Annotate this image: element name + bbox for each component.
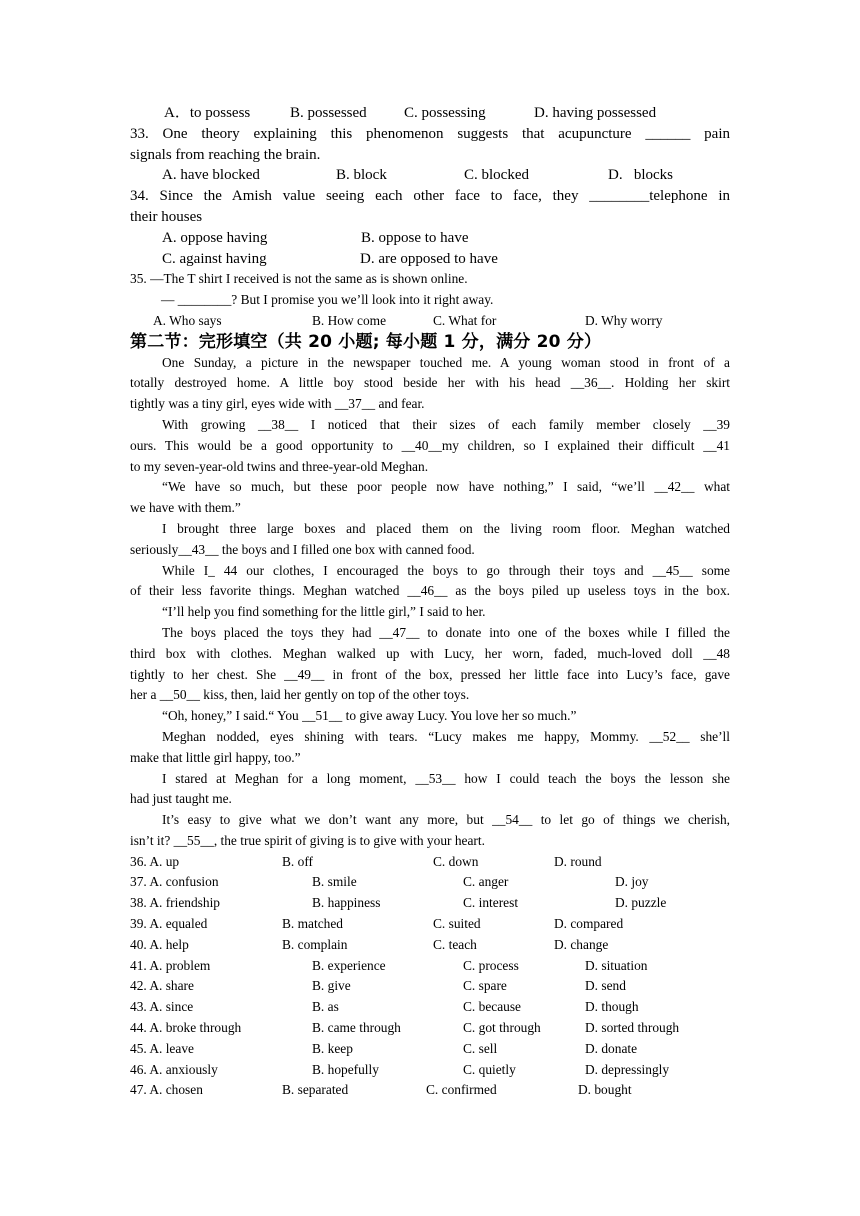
q34-stem-line2: their houses <box>130 208 203 225</box>
passage-line: make that little girl happy, too.” <box>130 749 301 765</box>
passage-line: we have with them.” <box>130 500 241 516</box>
answer-option-a: 46. A. anxiously <box>130 1061 218 1077</box>
q33-stem-line1: 33. One theory explaining this phenomenon suggests that acupuncture ______ pain <box>130 125 730 142</box>
answer-row <box>130 1018 730 1039</box>
q33-options <box>130 165 730 186</box>
passage-line: to my seven-year-old twins and three-year-old Meghan. <box>130 458 429 474</box>
q32-option-d: D. having possessed <box>534 105 657 121</box>
passage-line: ours. This would be a good opportunity to __40__my children, so I explained their difficult __41 <box>130 437 730 453</box>
answer-option-b: B. separated <box>282 1082 349 1098</box>
answer-option-b: B. keep <box>312 1040 353 1056</box>
q32-option-b: B. possessed <box>290 105 367 121</box>
q33-option-b: B. block <box>336 167 387 184</box>
answer-option-c: C. suited <box>433 916 481 932</box>
passage-line: One Sunday, a picture in the newspaper touched me. A young woman stood in front of a <box>162 354 730 370</box>
q34-option-b: B. oppose to have <box>361 229 469 246</box>
cloze-answer-options <box>130 852 730 1102</box>
answer-option-a: 38. A. friendship <box>130 895 221 911</box>
answer-option-a: 42. A. share <box>130 978 194 994</box>
answer-row <box>130 976 730 997</box>
answer-option-b: B. complain <box>282 936 348 952</box>
q34-option-c: C. against having <box>162 250 267 267</box>
passage-line: “We have so much, but these poor people now have nothing,” I said, “we’ll __42__ what <box>162 479 730 495</box>
exam-page <box>130 103 730 1101</box>
answer-option-c: C. quietly <box>463 1061 516 1077</box>
answer-option-a: 40. A. help <box>130 936 189 952</box>
answer-row <box>130 935 730 956</box>
answer-option-b: B. matched <box>282 916 343 932</box>
answer-option-b: B. give <box>312 978 351 994</box>
passage-line: With growing __38__ I noticed that their sizes of each family member closely __39 <box>162 416 730 432</box>
passage-line: of their less favorite things. Meghan watched __46__ as the boys piled up useless toys in the box. <box>130 583 730 599</box>
answer-option-a: 39. A. equaled <box>130 916 208 932</box>
q33-option-d: D. blocks <box>608 167 673 184</box>
passage-line: had just taught me. <box>130 791 232 807</box>
answer-option-a: 44. A. broke through <box>130 1020 242 1036</box>
passage-line: I brought three large boxes and placed them on the living room floor. Meghan watched <box>162 520 730 536</box>
q35-stem-line2: — ________? But I promise you we’ll look into it right away. <box>161 292 494 308</box>
q33-option-c: C. blocked <box>464 167 529 184</box>
answer-option-b: B. happiness <box>312 895 381 911</box>
answer-option-a: 36. A. up <box>130 853 180 869</box>
passage-line: “I’ll help you find something for the little girl,” I said to her. <box>162 604 486 620</box>
passage-line: seriously__43__ the boys and I filled one box with canned food. <box>130 541 475 557</box>
answer-option-c: C. sell <box>463 1040 498 1056</box>
answer-option-b: B. smile <box>312 874 357 890</box>
answer-option-b: B. hopefully <box>312 1061 379 1077</box>
q35-option-d: D. Why worry <box>585 312 663 328</box>
passage-line: her a __50__ kiss, then, laid her gently on top of the other toys. <box>130 687 470 703</box>
answer-option-d: D. donate <box>585 1040 638 1056</box>
answer-row <box>130 872 730 893</box>
answer-option-c: C. interest <box>463 895 519 911</box>
answer-row <box>130 852 730 873</box>
answer-option-c: C. spare <box>463 978 507 994</box>
answer-option-d: D. sorted through <box>585 1020 680 1036</box>
q35-option-b: B. How come <box>312 312 387 328</box>
answer-option-d: D. situation <box>585 957 648 973</box>
passage-line: While I_ 44 our clothes, I encouraged the boys to go through their toys and __45__ some <box>162 562 730 578</box>
cloze-passage <box>130 353 730 852</box>
answer-option-b: B. as <box>312 999 339 1015</box>
passage-line: isn’t it? __55__, the true spirit of giving is to give with your heart. <box>130 832 485 848</box>
passage-line: tightly to her chest. She __49__ in front of the box, pressed her little face into Lucy’s face, gave <box>130 666 730 682</box>
answer-option-d: D. bought <box>578 1082 632 1098</box>
answer-row <box>130 1039 730 1060</box>
q34-options-row2 <box>130 249 730 270</box>
q35-option-a: A. Who says <box>153 312 222 328</box>
answer-option-b: B. experience <box>312 957 386 973</box>
passage-line: It’s easy to give what we don’t want any more, but __54__ to let go of things we cherish, <box>162 812 730 828</box>
answer-option-d: D. change <box>554 936 609 952</box>
passage-line: I stared at Meghan for a long moment, __53__ how I could teach the boys the lesson she <box>162 770 730 786</box>
q34-stem-line1: 34. Since the Amish value seeing each other face to face, they ________telephone in <box>130 188 730 205</box>
answer-option-d: D. depressingly <box>585 1061 670 1077</box>
answer-option-d: D. round <box>554 853 602 869</box>
q34-options-row1 <box>130 228 730 249</box>
q32-option-c: C. possessing <box>404 105 486 121</box>
q33-option-a: A. have blocked <box>162 167 260 184</box>
answer-option-b: B. off <box>282 853 313 869</box>
q34-option-a: A. oppose having <box>162 229 268 246</box>
answer-row <box>130 914 730 935</box>
section2-heading: 第二节：完形填空（共 20 小题; 每小题 1 分，满分 20 分） <box>130 331 602 352</box>
answer-row <box>130 1060 730 1081</box>
answer-option-c: C. confirmed <box>426 1082 497 1098</box>
answer-option-a: 47. A. chosen <box>130 1082 203 1098</box>
q35-options <box>130 311 730 332</box>
answer-option-d: D. joy <box>615 874 649 890</box>
answer-option-a: 37. A. confusion <box>130 874 219 890</box>
q35-stem-line1: 35. —The T shirt I received is not the same as is shown online. <box>130 271 468 287</box>
answer-option-a: 43. A. since <box>130 999 194 1015</box>
answer-row <box>130 893 730 914</box>
answer-option-a: 41. A. problem <box>130 957 211 973</box>
passage-line: Meghan nodded, eyes shining with tears. “Lucy makes me happy, Mommy. __52__ she’ll <box>162 728 730 744</box>
answer-option-c: C. anger <box>463 874 509 890</box>
answer-row <box>130 1080 730 1101</box>
passage-line: The boys placed the toys they had __47__ to donate into one of the boxes while I filled the <box>162 624 730 640</box>
q34-option-d: D. are opposed to have <box>360 250 498 267</box>
answer-option-d: D. though <box>585 999 639 1015</box>
passage-line: totally destroyed home. A little boy stood beside her with his head __36__. Holding her skirt <box>130 375 730 391</box>
q32-options <box>130 103 730 124</box>
passage-line: “Oh, honey,” I said.“ You __51__ to give away Lucy. You love her so much.” <box>162 708 577 724</box>
answer-option-d: D. send <box>585 978 626 994</box>
answer-option-a: 45. A. leave <box>130 1040 194 1056</box>
answer-option-d: D. compared <box>554 916 624 932</box>
answer-option-b: B. came through <box>312 1020 401 1036</box>
answer-row <box>130 956 730 977</box>
answer-option-c: C. because <box>463 999 522 1015</box>
passage-line: tightly was a tiny girl, eyes wide with __37__ and fear. <box>130 396 425 412</box>
answer-option-c: C. process <box>463 957 519 973</box>
q33-stem-line2: signals from reaching the brain. <box>130 146 321 163</box>
passage-line: third box with clothes. Meghan walked up with Lucy, her worn, faded, much-loved doll __48 <box>130 645 730 661</box>
q32-option-a: A．to possess <box>164 105 251 121</box>
answer-row <box>130 997 730 1018</box>
answer-option-c: C. down <box>433 853 479 869</box>
answer-option-c: C. teach <box>433 936 477 952</box>
q35-option-c: C. What for <box>433 312 497 328</box>
answer-option-d: D. puzzle <box>615 895 667 911</box>
answer-option-c: C. got through <box>463 1020 541 1036</box>
